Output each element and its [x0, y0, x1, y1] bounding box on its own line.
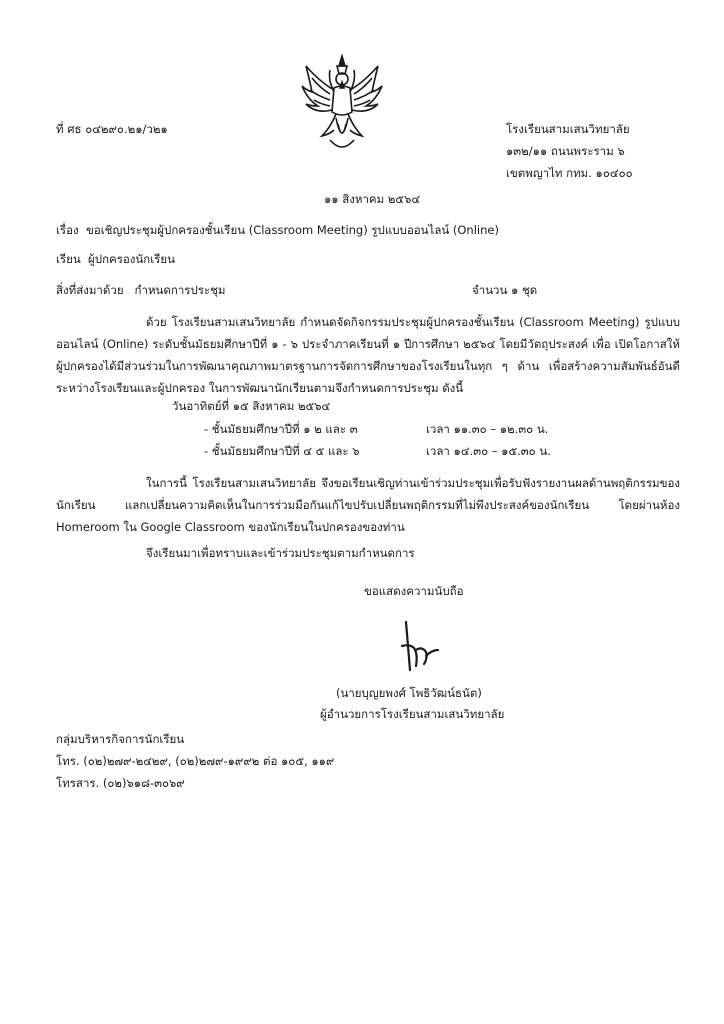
- signer-name: (นายบุญยพงศ์ โพธิวัฒน์ธนัต): [336, 686, 482, 700]
- meeting-day: วันอาทิตย์ที่ ๑๕ สิงหาคม ๒๕๖๔: [172, 399, 331, 413]
- letter-date: ๑๑ สิงหาคม ๒๕๖๔: [324, 192, 421, 206]
- subject-label: เรื่อง: [56, 223, 79, 237]
- closing-regards: ขอแสดงความนับถือ: [364, 584, 464, 598]
- department-name: กลุ่มบริหารกิจการนักเรียน: [56, 732, 185, 746]
- signer-title: ผู้อำนวยการโรงเรียนสามเสนวิทยาลัย: [320, 707, 505, 721]
- body-paragraph-2: ในการนี้ โรงเรียนสามเสนวิทยาลัย จึงขอเรียนเชิญท่านเข้าร่วมประชุมเพื่อรับฟังรายงานผลด้านพฤติกรรมของนักเรียน แลกเปลี่ยนความคิดเห็นในการร่วมมือกันแก้ไขปรับเปลี่ยนพฤติกรรมที่ไม่พึงประสงค์ของนักเรียน โดยผ่านห้อง Homeroom ใน Google Classroom ของนักเรียนในปกครองของท่าน: [56, 476, 680, 534]
- enclosure-count: จำนวน ๑ ชุด: [472, 283, 538, 297]
- phone-number: โทร. (๐๒)๒๗๙-๒๔๒๙, (๐๒)๒๗๙-๑๙๙๒ ต่อ ๑๐๕, ๑๑๙: [56, 754, 335, 768]
- subject-line: [56, 222, 499, 240]
- address-line-2: เขตพญาไท กทม. ๑๐๔๐๐: [506, 166, 633, 180]
- body-paragraph-1: ด้วย โรงเรียนสามเสนวิทยาลัย กำหนดจัดกิจกรรมประชุมผู้ปกครองชั้นเรียน (Classroom Meeting) รูปแบบออนไลน์ (Online) ระดับชั้นมัธยมศึกษาปีที่ ๑ - ๖ ประจำภาคเรียนที่ ๑ ปีการศึกษา ๒๕๖๔ โดยมีวัตถุประสงค์ เพื่อ เปิดโอกาสให้ผู้ปกครองได้มีส่วนร่วมในการพัฒนาคุณภาพมาตรฐานการจัดการศึกษาของโรงเรียนในทุก ๆ ด้าน เพื่อสร้างความสัมพันธ์อันดีระหว่างโรงเรียนและผู้ปกครอง ในการพัฒนานักเรียนตามจึงกำหนดการประชุม ดังนี้: [56, 315, 680, 395]
- fax-number: โทรสาร. (๐๒)๖๑๘-๓๐๖๙: [56, 776, 185, 790]
- enclosure-label: สิ่งที่ส่งมาด้วย: [56, 283, 124, 297]
- schedule-time-1: เวลา ๑๑.๓๐ – ๑๒.๓๐ น.: [426, 422, 549, 436]
- schedule-grade-1: - ชั้นมัธยมศึกษาปีที่ ๑ ๒ และ ๓: [204, 422, 358, 436]
- reference-number: ที่ ศธ ๐๔๒๙๐.๒๑/ว๒๑: [56, 122, 168, 136]
- enclosure-text: กำหนดการประชุม: [134, 283, 226, 297]
- body-paragraph-3: จึงเรียนมาเพื่อทราบและเข้าร่วมประชุมตามกำหนดการ: [146, 546, 415, 560]
- salutation-line: [56, 251, 175, 269]
- schedule-time-2: เวลา ๑๔.๓๐ – ๑๕.๓๐ น.: [426, 444, 551, 458]
- signature-icon: [392, 616, 452, 676]
- schedule-grade-2: - ชั้นมัธยมศึกษาปีที่ ๔ ๕ และ ๖: [204, 444, 360, 458]
- salutation-text: ผู้ปกครองนักเรียน: [88, 252, 175, 266]
- school-name: โรงเรียนสามเสนวิทยาลัย: [506, 122, 630, 136]
- subject-text: ขอเชิญประชุมผู้ปกครองชั้นเรียน (Classroom Meeting) รูปแบบออนไลน์ (Online): [85, 223, 499, 237]
- address-line-1: ๑๓๒/๑๑ ถนนพระราม ๖: [506, 144, 625, 158]
- garuda-emblem-icon: [300, 52, 384, 156]
- enclosure-line: [56, 282, 226, 300]
- salutation-label: เรียน: [56, 252, 81, 266]
